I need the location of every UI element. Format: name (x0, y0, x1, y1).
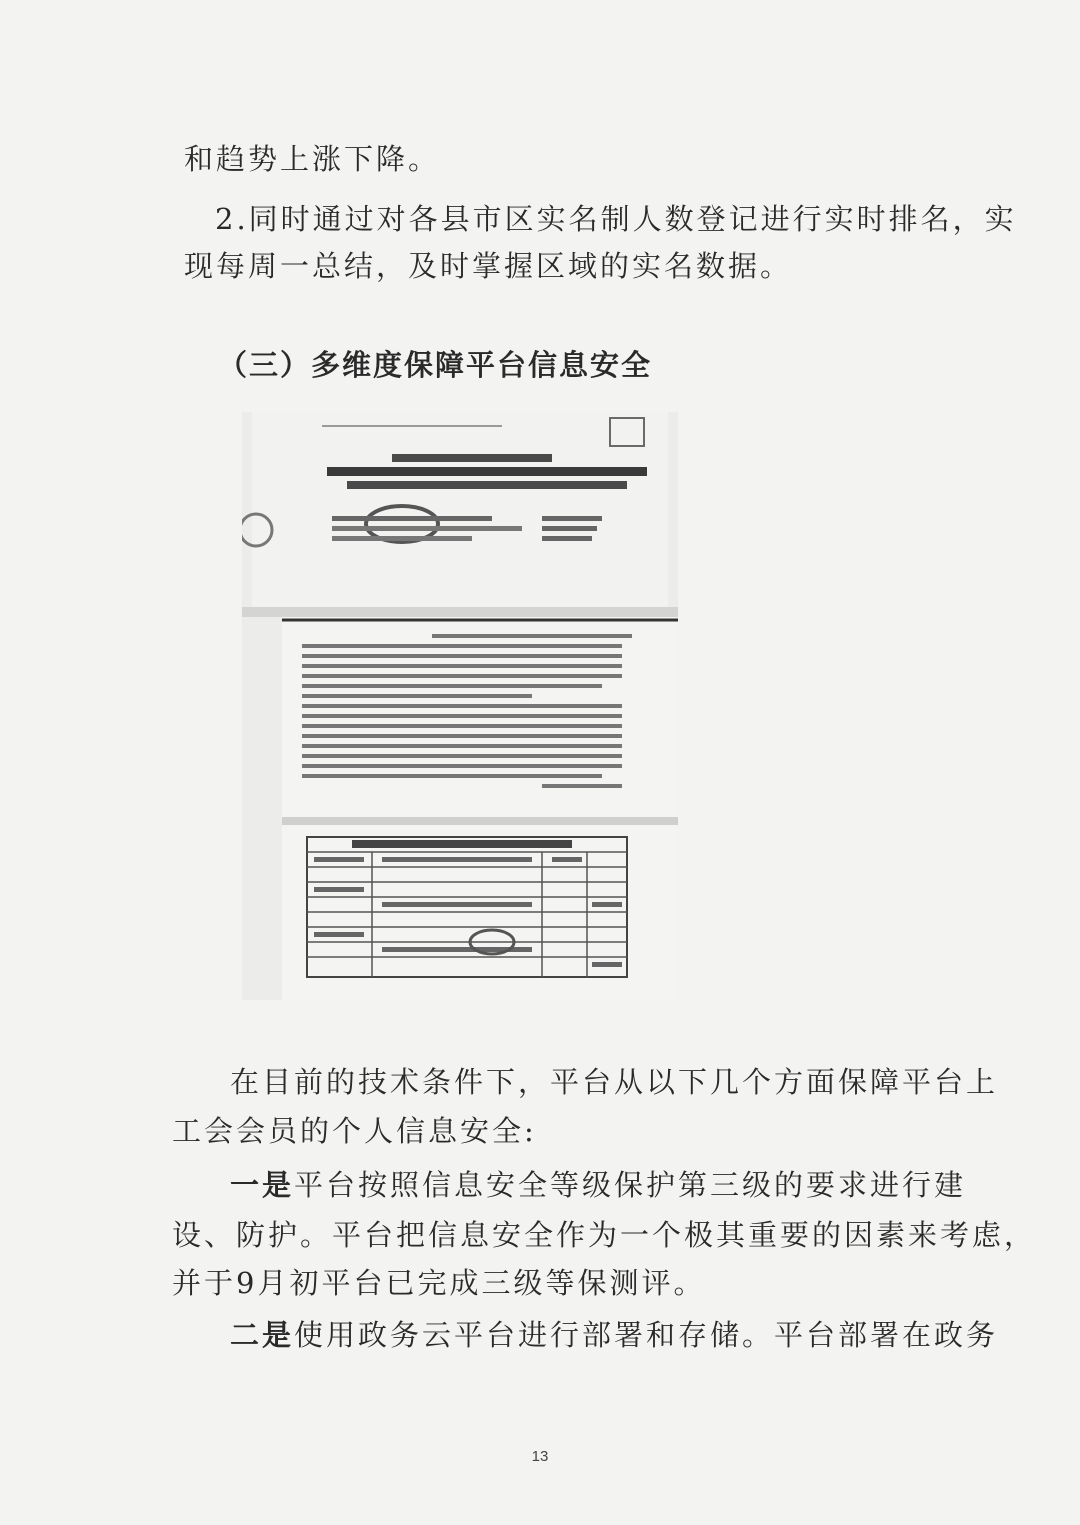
point-two-line (230, 1313, 998, 1354)
body-text-line: 现每周一总结，及时掌握区域的实名数据。 (184, 249, 793, 283)
point-two-label: 二是 (230, 1318, 295, 1352)
body-text-line: 2.同时通过对各县市区实名制人数登记进行实时排名，实 (215, 202, 1017, 236)
point-one-text: 平台按照信息安全等级保护第三级的要求进行建 (294, 1168, 967, 1202)
certificate-scan-drawing (242, 412, 678, 1000)
page-number: 13 (531, 1448, 549, 1465)
paragraph-line: 设、防护。平台把信息安全作为一个极其重要的因素来考虑， (172, 1218, 1037, 1252)
scanned-certificate-image (242, 412, 678, 1000)
paragraph-line: 工会会员的个人信息安全: (172, 1114, 537, 1148)
point-one-label: 一是 (230, 1168, 295, 1202)
section-heading: （三）多维度保障平台信息安全 (218, 348, 653, 382)
paragraph-line: 并于9月初平台已完成三级等保测评。 (172, 1266, 706, 1300)
point-one-line (230, 1163, 966, 1204)
paragraph-line: 在目前的技术条件下，平台从以下几个方面保障平台上 (230, 1065, 999, 1099)
body-text-line: 和趋势上涨下降。 (184, 142, 441, 176)
point-two-text: 使用政务云平台进行部署和存储。平台部署在政务 (294, 1318, 999, 1352)
